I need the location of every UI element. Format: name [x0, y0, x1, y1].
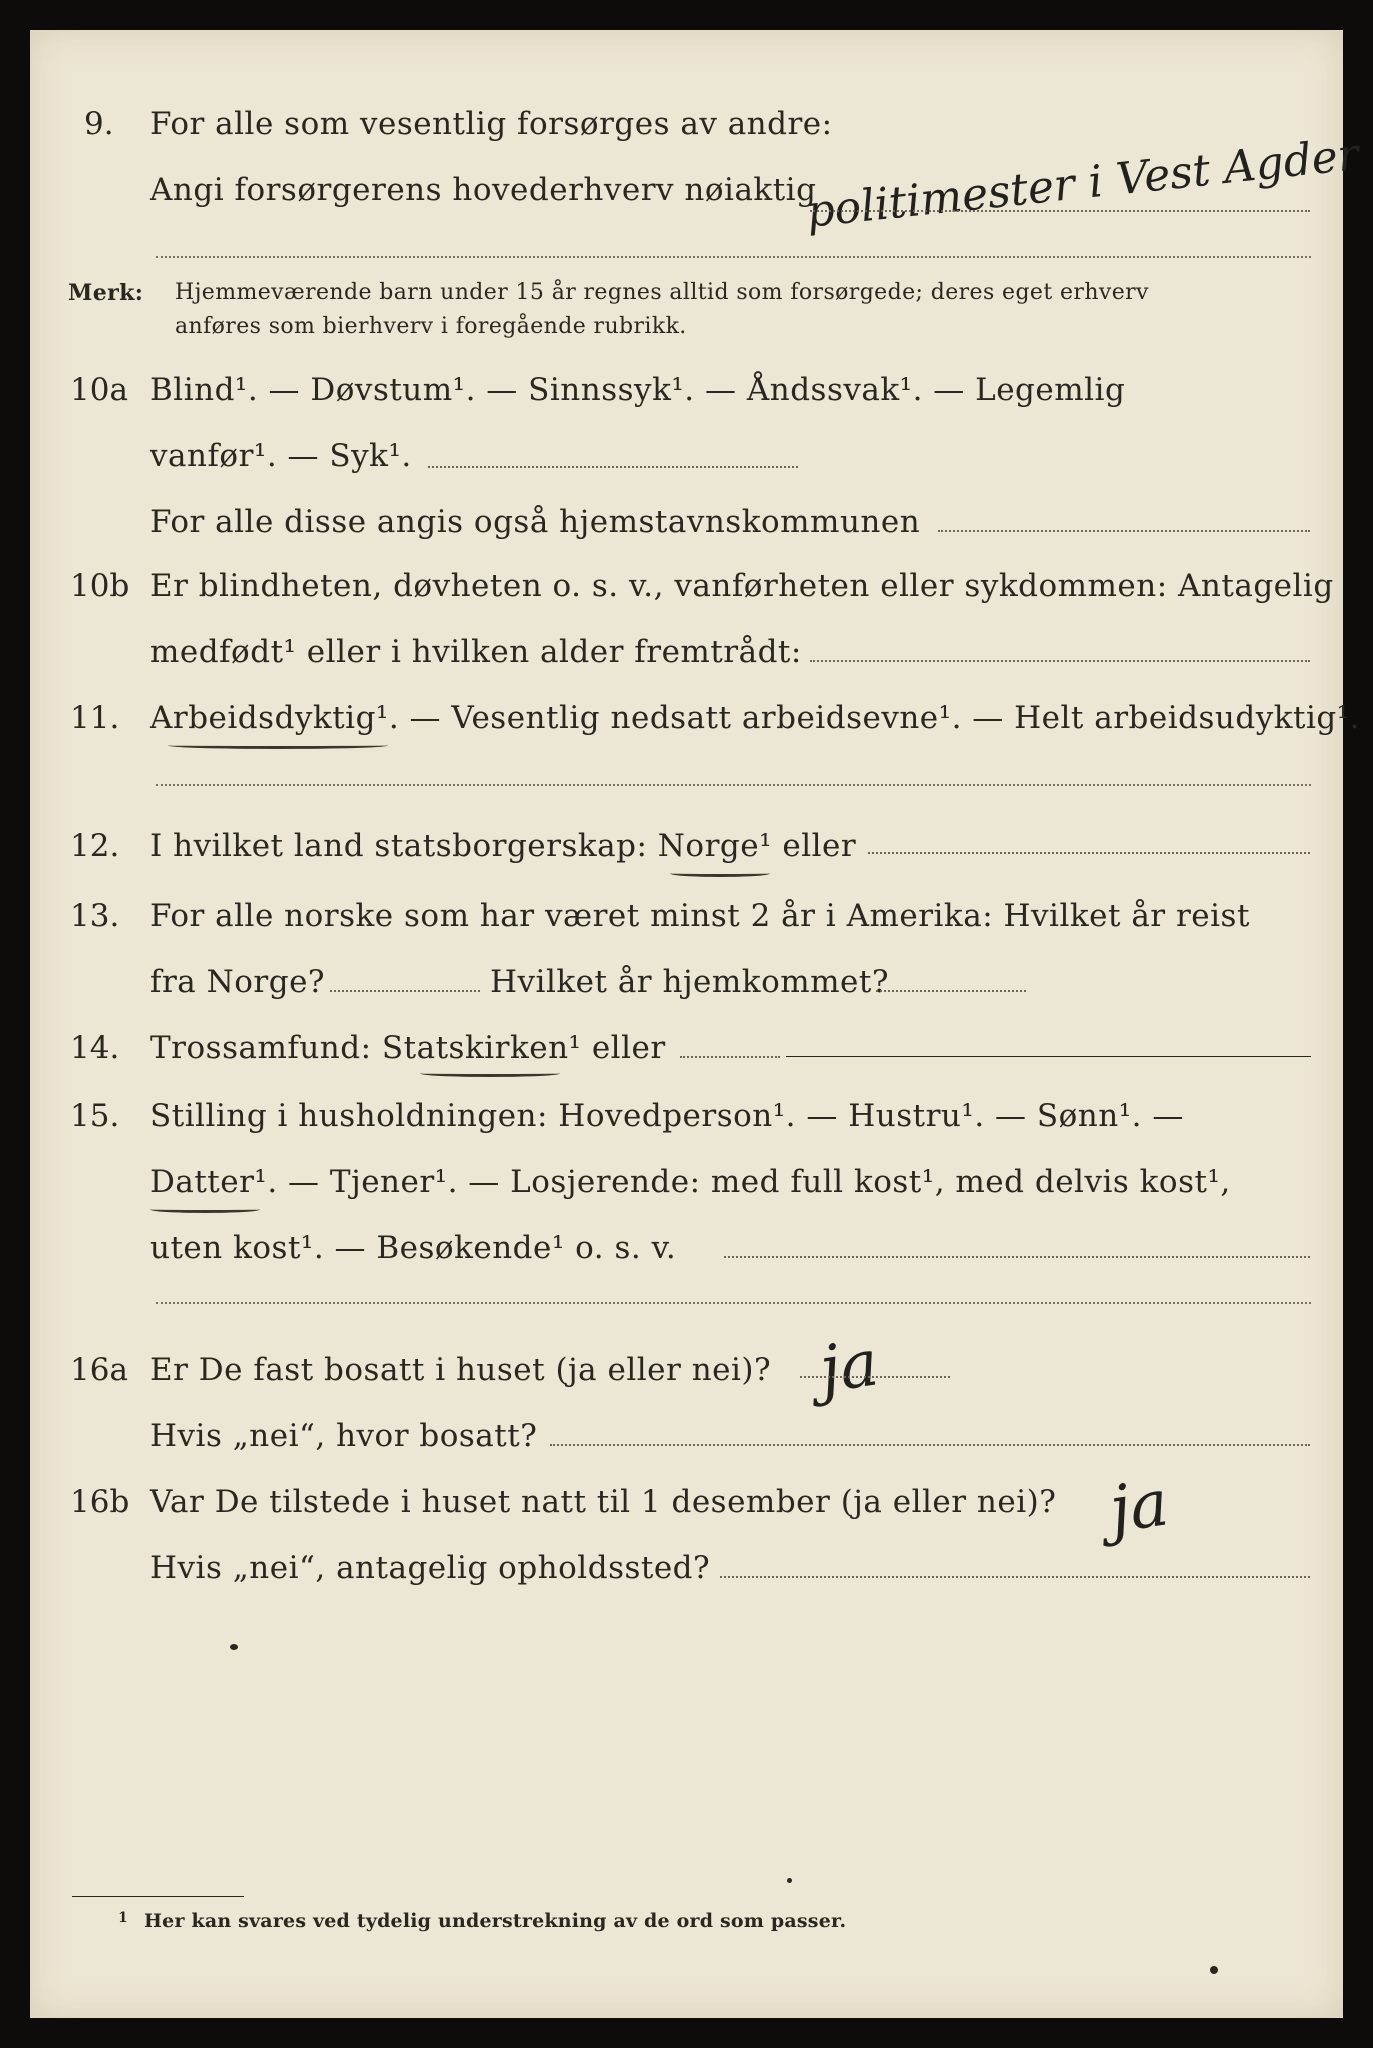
q16b-place-line	[720, 1576, 1310, 1578]
q10a-line2: vanfør¹. — Syk¹.	[150, 438, 412, 474]
q14-other-line-a	[680, 1056, 780, 1058]
q11-text: Arbeidsdyktig¹. — Vesentlig nedsatt arbeidsevne¹. — Helt arbeidsudyktig¹.	[150, 700, 1361, 736]
q11-number: 11.	[70, 700, 120, 736]
q16b-line2: Hvis „nei“, antagelig opholdssted?	[150, 1550, 711, 1586]
q16a-text: Er De fast bosatt i huset (ja eller nei)?	[150, 1352, 772, 1388]
q13-left-line	[330, 990, 480, 992]
q16a-answer: ja	[815, 1326, 883, 1408]
q10a-text: Blind¹. — Døvstum¹. — Sinnssyk¹. — Åndssvak¹. — Legemlig	[150, 372, 1126, 408]
q9-number: 9.	[84, 106, 114, 142]
q10a-number: 10a	[70, 372, 128, 408]
q10b-number: 10b	[70, 568, 130, 604]
q14-text: Trossamfund: Statskirken¹ eller	[150, 1030, 666, 1066]
q15-extra-line	[156, 1302, 1311, 1304]
q14-underline	[420, 1070, 560, 1077]
q16a-line2: Hvis „nei“, hvor bosatt?	[150, 1418, 538, 1454]
q9-text: For alle som vesentlig forsørges av andre:	[150, 106, 833, 142]
q10b-text: Er blindheten, døvheten o. s. v., vanførheten eller sykdommen: Antagelig	[150, 568, 1334, 604]
q15-number: 15.	[70, 1098, 120, 1134]
q9-extra-line	[156, 256, 1311, 258]
q16b-answer: ja	[1105, 1466, 1173, 1548]
q13-line2-b: Hvilket år hjemkommet?	[490, 964, 889, 1000]
q15-underline	[150, 1206, 260, 1213]
q13-number: 13.	[70, 898, 120, 934]
q10a-home-line	[938, 530, 1310, 532]
q15-line3: uten kost¹. — Besøkende¹ o. s. v.	[150, 1230, 677, 1266]
q9-answer-line	[810, 210, 1310, 212]
q9-provider-label: Angi forsørgerens hovederhverv nøiaktig	[150, 172, 817, 208]
q12-underline	[670, 870, 770, 877]
q15-text: Stilling i husholdningen: Hovedperson¹. — Hustru¹. — Sønn¹. —	[150, 1098, 1184, 1134]
q12-number: 12.	[70, 828, 120, 864]
q11-underline	[168, 742, 388, 749]
q13-line2-a: fra Norge?	[150, 964, 326, 1000]
q16b-text: Var De tilstede i huset natt til 1 desember (ja eller nei)?	[150, 1484, 1057, 1520]
q16b-number: 16b	[70, 1484, 130, 1520]
q13-return-line	[876, 990, 1026, 992]
ink-dot	[787, 1878, 792, 1883]
note-line2: anføres som bierhverv i foregående rubrikk.	[175, 314, 687, 339]
footnote-rule	[72, 1896, 244, 1897]
q15-other-line	[724, 1256, 1310, 1258]
footnote-text: Her kan svares ved tydelig understrekning av de ord som passer.	[144, 1910, 847, 1932]
q10b-age-line	[810, 660, 1310, 662]
q10b-line2: medfødt¹ eller i hvilken alder fremtrådt:	[150, 634, 802, 670]
census-form-page	[30, 30, 1362, 2018]
q15-line2: Datter¹. — Tjener¹. — Losjerende: med full kost¹, med delvis kost¹,	[150, 1164, 1231, 1200]
q10a-sick-line	[428, 466, 798, 468]
q14-other-line-b	[786, 1056, 1311, 1057]
ink-dot	[230, 1644, 238, 1650]
q12-other-line	[868, 852, 1310, 854]
q12-text: I hvilket land statsborgerskap: Norge¹ eller	[150, 828, 857, 864]
q13-text: For alle norske som har været minst 2 år i Amerika: Hvilket år reist	[150, 898, 1250, 934]
q9-provider-answer: politimester i Vest Agder	[803, 129, 1362, 238]
footnote-marker: 1	[118, 1910, 128, 1926]
note-line1: Hjemmeværende barn under 15 år regnes alltid som forsørgede; deres eget erhverv	[175, 280, 1149, 305]
q10a-line3: For alle disse angis også hjemstavnskommunen	[150, 504, 921, 540]
q14-number: 14.	[70, 1030, 120, 1066]
note-label: Merk:	[68, 280, 144, 306]
ink-dot	[1210, 1966, 1218, 1974]
q16a-number: 16a	[70, 1352, 128, 1388]
q11-extra-line	[156, 784, 1311, 786]
q16a-where-line	[550, 1444, 1310, 1446]
q16a-answer-line	[800, 1376, 950, 1378]
